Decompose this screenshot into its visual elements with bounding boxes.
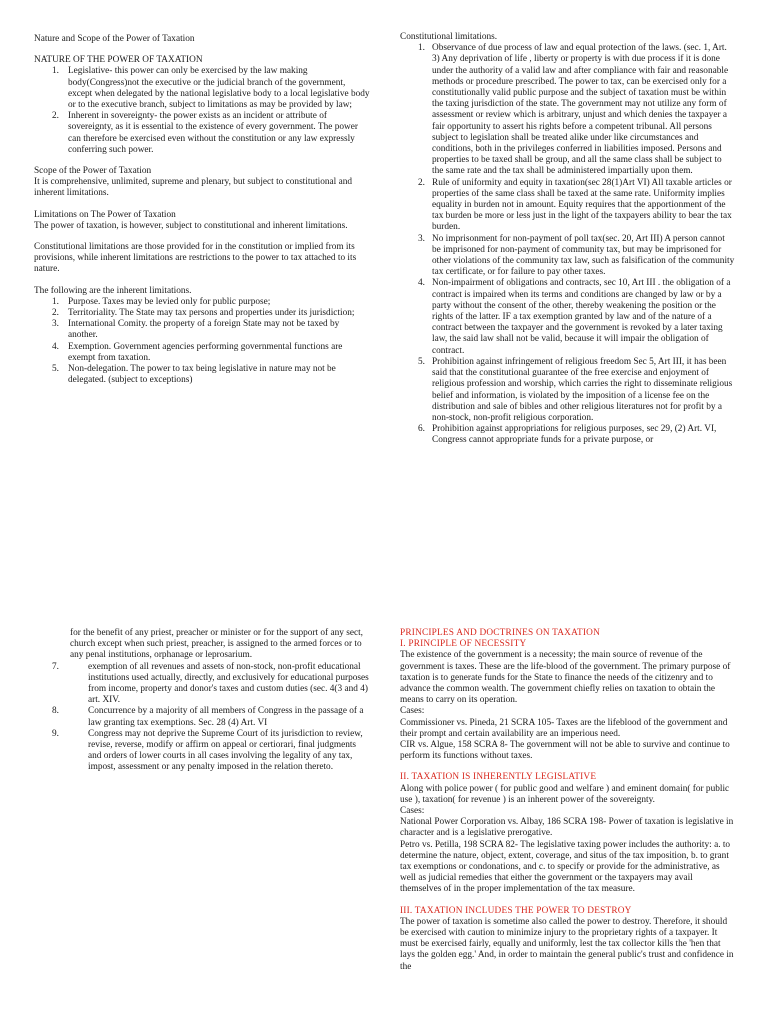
continuation-text: for the benefit of any priest, preacher or minister or for the support of any sect, church except when such priest, preacher, is assigned to the armed forces or to any penal institutions, orphanage or leprosarium. bbox=[70, 628, 364, 661]
list-item: 1. Purpose. Taxes may be levied only for public purpose; bbox=[52, 296, 271, 307]
inherent-intro: The following are the inherent limitations. bbox=[34, 285, 192, 296]
page-bottom-right bbox=[400, 628, 735, 973]
document-title: Nature and Scope of the Power of Taxation bbox=[34, 34, 195, 44]
case-text: CIR vs. Algue, 158 SCRA 8- The government will not be able to survive and continue to perform its functions without taxes. bbox=[400, 740, 730, 762]
inherent-list bbox=[34, 297, 370, 387]
constitutional-list bbox=[400, 43, 735, 446]
legislative-text: Along with police power ( for public good and welfare ) and eminent domain( for public use ), taxation( for revenue ) is an inherent power of the sovereignty. bbox=[400, 783, 730, 805]
constitutional-list-continued bbox=[52, 662, 370, 774]
list-item: 2. Rule of uniformity and equity in taxation(sec 28(1)Art VI) All taxable articles or properties of the same class shall be taxed at the same rate. Uniformity implies equality in burden not in amount. Equity requires that the apportionment of the tax burden be more or less just in the light of the taxpayers ability to bear the tax burden. bbox=[418, 177, 732, 233]
list-item: 8. Concurrence by a majority of all members of Congress in the passage of a law granting tax exemptions. Sec. 28 (4) Art. VI bbox=[52, 706, 364, 728]
page-bottom-left bbox=[52, 628, 370, 774]
list-item: 1. Legislative- this power can only be exercised by the law making body(Congress)not the executive or the judicial branch of the government, except when delegated by the national legislative body to a local legislative body or to the executive branch, subject to limitations as may be provided by law; bbox=[52, 66, 370, 111]
page-top-right bbox=[400, 32, 735, 447]
principles-heading: PRINCIPLES AND DOCTRINES ON TAXATION bbox=[400, 628, 600, 638]
list-item: 4. Non-impairment of obligations and contracts, sec 10, Art III . the obligation of a contract is impaired when its terms and conditions are changed by law or by a party without the consent of the other, thereby weakening the position or the rights of the latter. IF a tax exemption granted by law and of the nature of a contract between the taxpayer and the government is revoked by a later taxing law, the said law shall not be valid, because it will impair the obligation of contract. bbox=[418, 278, 731, 356]
nature-list bbox=[34, 66, 370, 156]
necessity-text: The existence of the government is a necessity; the main source of revenue of the government is taxes. These are the life-blood of the government. The primary purpose of taxation is to generate funds for the State to finance the needs of the citizenry and to advance the common wealth. The government chiefly relies on taxation to obtain the means to carry on its operation. bbox=[400, 650, 731, 706]
constitutional-limitations-heading: Constitutional limitations. bbox=[400, 32, 498, 42]
list-item: 6. Prohibition against appropriations for religious purposes, sec 29, (2) Art. VI, Congress cannot appropriate funds for a private purpose, or bbox=[418, 424, 717, 446]
nature-heading: NATURE OF THE POWER OF TAXATION bbox=[34, 55, 203, 66]
necessity-heading: I. PRINCIPLE OF NECESSITY bbox=[400, 639, 527, 650]
legislative-heading: II. TAXATION IS INHERENTLY LEGISLATIVE bbox=[400, 772, 597, 783]
limitations-heading: Limitations on The Power of Taxation bbox=[34, 209, 176, 220]
list-item: 4. Exemption. Government agencies performing governmental functions are exempt from taxation. bbox=[52, 341, 343, 363]
list-item: 2. Inherent in sovereignty- the power exists as an incident or attribute of sovereignty, as it is essential to the existence of every government. The power can therefore be exercised even without the constitution or any law expressly conferring such power. bbox=[52, 111, 358, 155]
scope-text: It is comprehensive, unlimited, supreme and plenary, but subject to constitutional and inherent limitations. bbox=[34, 177, 353, 199]
case-text: National Power Corporation vs. Albay, 186 SCRA 198- Power of taxation is legislative in character and is a legislative prerogative. bbox=[400, 817, 734, 839]
cases-label: Cases: bbox=[400, 806, 425, 817]
cases-label: Cases: bbox=[400, 706, 425, 717]
scope-heading: Scope of the Power of Taxation bbox=[34, 166, 152, 177]
destroy-heading: III. TAXATION INCLUDES THE POWER TO DESTROY bbox=[400, 905, 632, 916]
list-item: 5. Prohibition against infringement of religious freedom Sec 5, Art III, it has been said that the constitutional guarantee of the free exercise and enjoyment of religious profession and worship, which carries the right to disseminate religious belief and information, is violated by the imposition of a license fee on the distribution and sale of bibles and other religious literatures not for profit by a non-stock, non-profit religious corporation. bbox=[418, 356, 733, 423]
list-item: 7. exemption of all revenues and assets of non-stock, non-profit educational institutions used actually, directly, and exclusively for educational purposes from income, property and donor's taxes and custom duties (sec. 4(3 and 4) art. XIV. bbox=[52, 661, 369, 706]
list-item: 1. Observance of due process of law and equal protection of the laws. (sec. 1, Art. 3) Any deprivation of life , liberty or property is with due process if it is done under the authority of a valid law and after compliance with fair and reasonable methods or procedure prescribed. The power to tax, can be exercised only for a constitutionally valid public purpose and the subject of taxation must be within the taxing jurisdiction of the state. The government may not utilize any form of assessment or review which is arbitrary, unjust and which denies the taxpayer a fair opportunity to assert his rights before a competent tribunal. All persons subject to legislation shall be treated alike under like circumstances and conditions, both in the privileges conferred in liabilities imposed. Persons and properties to be taxed shall be group, and all the same class shall be subject to the same rate and the tax shall be administered impartially upon them. bbox=[418, 43, 729, 177]
limitations-text: The power of taxation, is however, subject to constitutional and inherent limitations. bbox=[34, 220, 348, 231]
page-top-left bbox=[34, 34, 370, 386]
constitutional-text: Constitutional limitations are those provided for in the constitution or implied from its provisions, while inherent limitations are restrictions to the power to tax attached to its nature. bbox=[34, 242, 357, 275]
destroy-text: The power of taxation is sometime also called the power to destroy. Therefore, it should be exercised with caution to minimize injury to the proprietary rights of a taxpayer. It must be exercised fairly, equally and uniformly, lest the tax collector kills the 'hen that lays the golden egg.' And, in order to maintain the general public's trust and confidence in the bbox=[400, 916, 734, 972]
list-item: 3. No imprisonment for non-payment of poll tax(sec. 20, Art III) A person cannot be imprisoned for non-payment of community tax, but may be imprisoned for other violations of the community tax law, such as falsification of the community tax certificate, or for failure to pay other taxes. bbox=[418, 233, 735, 278]
list-item: 5. Non-delegation. The power to tax being legislative in nature may not be delegated. (subject to exceptions) bbox=[52, 364, 336, 386]
list-item: 9. Congress may not deprive the Supreme Court of its jurisdiction to review, revise, reverse, modify or affirm on appeal or certiorari, final judgments and orders of lower courts in all cases involving the legality of any tax, impost, assessment or any penalty imposed in the relation thereto. bbox=[52, 728, 363, 773]
case-text: Petro vs. Petilla, 198 SCRA 82- The legislative taxing power includes the authority: a. to determine the nature, object, extent, coverage, and situs of the tax imposition, b. to grant tax exemptions or condonations, and c. to specify or provide for the administrative, as well as judicial remedies that either the government or the taxpayers may avail themselves of in the proper implementation of the tax measure. bbox=[400, 839, 731, 895]
case-text: Commissioner vs. Pineda, 21 SCRA 105- Taxes are the lifeblood of the government and their prompt and certain availability are an imperious need. bbox=[400, 717, 728, 739]
list-item: 3. International Comity. the property of a foreign State may not be taxed by another. bbox=[52, 319, 340, 341]
list-item: 2. Territoriality. The State may tax persons and properties under its jurisdiction; bbox=[52, 308, 355, 319]
